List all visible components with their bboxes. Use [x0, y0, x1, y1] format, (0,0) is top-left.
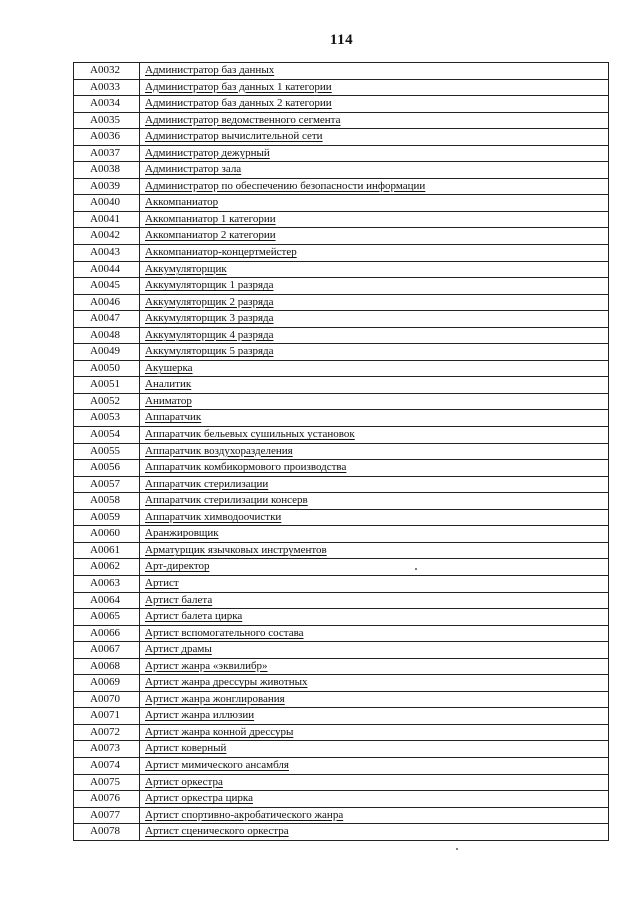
table-row	[74, 278, 609, 295]
occupation-code: А0036	[74, 129, 140, 146]
table-row	[74, 112, 609, 129]
table-row	[74, 410, 609, 427]
table-row	[74, 791, 609, 808]
table-row	[74, 96, 609, 113]
occupation-name: Аккомпаниатор 2 категории	[140, 228, 609, 245]
occupation-name: Администратор баз данных 2 категории	[140, 96, 609, 113]
table-row	[74, 261, 609, 278]
occupation-code: А0041	[74, 211, 140, 228]
occupation-code: А0052	[74, 393, 140, 410]
occupation-name: Аппаратчик воздухоразделения	[140, 443, 609, 460]
occupation-code: А0059	[74, 509, 140, 526]
occupation-code: А0039	[74, 178, 140, 195]
occupation-name: Администратор по обеспечению безопасности информации	[140, 178, 609, 195]
table-row	[74, 642, 609, 659]
occupation-code: А0065	[74, 609, 140, 626]
occupation-name: Артист оркестра	[140, 774, 609, 791]
occupation-code: А0072	[74, 724, 140, 741]
table-row	[74, 542, 609, 559]
table-row	[74, 245, 609, 262]
occupation-name: Администратор дежурный	[140, 145, 609, 162]
occupation-name: Арт-директор	[140, 559, 609, 576]
occupation-code: А0054	[74, 427, 140, 444]
table-row	[74, 294, 609, 311]
occupation-code: А0049	[74, 344, 140, 361]
occupation-code: А0050	[74, 360, 140, 377]
occupation-code: А0044	[74, 261, 140, 278]
occupation-name: Арматурщик язычковых инструментов	[140, 542, 609, 559]
occupation-code: А0047	[74, 311, 140, 328]
occupation-name: Аккумуляторщик 1 разряда	[140, 278, 609, 295]
occupation-name: Акушерка	[140, 360, 609, 377]
table-row	[74, 360, 609, 377]
table-row	[74, 708, 609, 725]
table-row	[74, 559, 609, 576]
occupation-name: Артист жанра конной дрессуры	[140, 724, 609, 741]
occupation-code: А0035	[74, 112, 140, 129]
occupation-code: А0074	[74, 757, 140, 774]
table-row	[74, 311, 609, 328]
occupation-name: Артист мимического ансамбля	[140, 757, 609, 774]
occupation-code: А0040	[74, 195, 140, 212]
occupation-name: Аппаратчик стерилизации	[140, 476, 609, 493]
occupation-code: А0057	[74, 476, 140, 493]
table-row	[74, 145, 609, 162]
table-row	[74, 63, 609, 80]
table-row	[74, 129, 609, 146]
occupation-code: А0078	[74, 824, 140, 841]
occupation-code: А0042	[74, 228, 140, 245]
occupation-code: А0064	[74, 592, 140, 609]
occupation-name: Артист вспомогательного состава	[140, 625, 609, 642]
occupation-name: Администратор баз данных 1 категории	[140, 79, 609, 96]
table-row	[74, 774, 609, 791]
occupation-code: А0043	[74, 245, 140, 262]
occupation-name: Администратор зала	[140, 162, 609, 179]
occupation-code: А0067	[74, 642, 140, 659]
occupation-code: А0048	[74, 327, 140, 344]
occupation-name: Аккомпаниатор	[140, 195, 609, 212]
occupation-name: Артист спортивно-акробатического жанра	[140, 807, 609, 824]
table-row	[74, 625, 609, 642]
occupation-name: Аппаратчик стерилизации консерв	[140, 493, 609, 510]
occupation-code: А0045	[74, 278, 140, 295]
table-row	[74, 509, 609, 526]
occupation-code: А0061	[74, 542, 140, 559]
occupation-name: Администратор баз данных	[140, 63, 609, 80]
table-row	[74, 575, 609, 592]
table-row	[74, 807, 609, 824]
occupation-code: А0069	[74, 675, 140, 692]
table-row	[74, 609, 609, 626]
occupation-code: А0066	[74, 625, 140, 642]
occupation-code: А0038	[74, 162, 140, 179]
occupation-name: Аккомпаниатор 1 категории	[140, 211, 609, 228]
occupation-name: Аккомпаниатор-концертмейстер	[140, 245, 609, 262]
table-row	[74, 724, 609, 741]
occupation-code-table	[73, 62, 609, 841]
table-row	[74, 344, 609, 361]
table-row	[74, 228, 609, 245]
occupation-code: А0070	[74, 691, 140, 708]
occupation-name: Аккумуляторщик 4 разряда	[140, 327, 609, 344]
occupation-code: А0033	[74, 79, 140, 96]
occupation-name: Артист коверный	[140, 741, 609, 758]
occupation-code: А0053	[74, 410, 140, 427]
occupation-name: Артист жанра «эквилибр»	[140, 658, 609, 675]
occupation-name: Аппаратчик комбикормового производства	[140, 460, 609, 477]
occupation-name: Артист жанра иллюзии	[140, 708, 609, 725]
scan-speck	[456, 848, 458, 850]
table-row	[74, 79, 609, 96]
table-row	[74, 675, 609, 692]
occupation-name: Артист жанра дрессуры животных	[140, 675, 609, 692]
occupation-name: Аккумуляторщик 3 разряда	[140, 311, 609, 328]
table-row	[74, 162, 609, 179]
table-row	[74, 393, 609, 410]
table-row	[74, 443, 609, 460]
table-row	[74, 427, 609, 444]
occupation-code: А0037	[74, 145, 140, 162]
occupation-name: Аккумуляторщик	[140, 261, 609, 278]
occupation-code: А0056	[74, 460, 140, 477]
occupation-name: Администратор вычислительной сети	[140, 129, 609, 146]
occupation-name: Аналитик	[140, 377, 609, 394]
occupation-name: Артист балета	[140, 592, 609, 609]
occupation-name: Артист сценического оркестра	[140, 824, 609, 841]
page-number: 114	[329, 32, 354, 48]
occupation-code: А0058	[74, 493, 140, 510]
table-body	[74, 63, 609, 841]
occupation-name: Аппаратчик химводоочистки	[140, 509, 609, 526]
occupation-code: А0062	[74, 559, 140, 576]
table-row	[74, 377, 609, 394]
table-row	[74, 327, 609, 344]
occupation-code: А0032	[74, 63, 140, 80]
table-row	[74, 691, 609, 708]
occupation-code: А0075	[74, 774, 140, 791]
scan-speck	[415, 568, 417, 570]
occupation-name: Аккумуляторщик 5 разряда	[140, 344, 609, 361]
table-row	[74, 592, 609, 609]
occupation-name: Артист оркестра цирка	[140, 791, 609, 808]
table-row	[74, 824, 609, 841]
occupation-name: Администратор ведомственного сегмента	[140, 112, 609, 129]
occupation-code: А0071	[74, 708, 140, 725]
occupation-code: А0073	[74, 741, 140, 758]
table-row	[74, 741, 609, 758]
occupation-name: Аккумуляторщик 2 разряда	[140, 294, 609, 311]
table-row	[74, 476, 609, 493]
occupation-code: А0077	[74, 807, 140, 824]
occupation-name: Артист драмы	[140, 642, 609, 659]
occupation-code: А0076	[74, 791, 140, 808]
occupation-name: Аппаратчик	[140, 410, 609, 427]
table-row	[74, 460, 609, 477]
occupation-code: А0063	[74, 575, 140, 592]
table-row	[74, 493, 609, 510]
occupation-name: Аранжировщик	[140, 526, 609, 543]
occupation-code: А0034	[74, 96, 140, 113]
table-row	[74, 526, 609, 543]
occupation-code: А0046	[74, 294, 140, 311]
occupation-code: А0068	[74, 658, 140, 675]
occupation-code: А0055	[74, 443, 140, 460]
occupation-name: Артист жанра жонглирования	[140, 691, 609, 708]
occupation-name: Аниматор	[140, 393, 609, 410]
table-row	[74, 211, 609, 228]
table-row	[74, 195, 609, 212]
occupation-name: Аппаратчик бельевых сушильных установок	[140, 427, 609, 444]
occupation-name: Артист балета цирка	[140, 609, 609, 626]
occupation-code: А0051	[74, 377, 140, 394]
table-row	[74, 658, 609, 675]
occupation-name: Артист	[140, 575, 609, 592]
occupation-code: А0060	[74, 526, 140, 543]
table-row	[74, 757, 609, 774]
table-row	[74, 178, 609, 195]
